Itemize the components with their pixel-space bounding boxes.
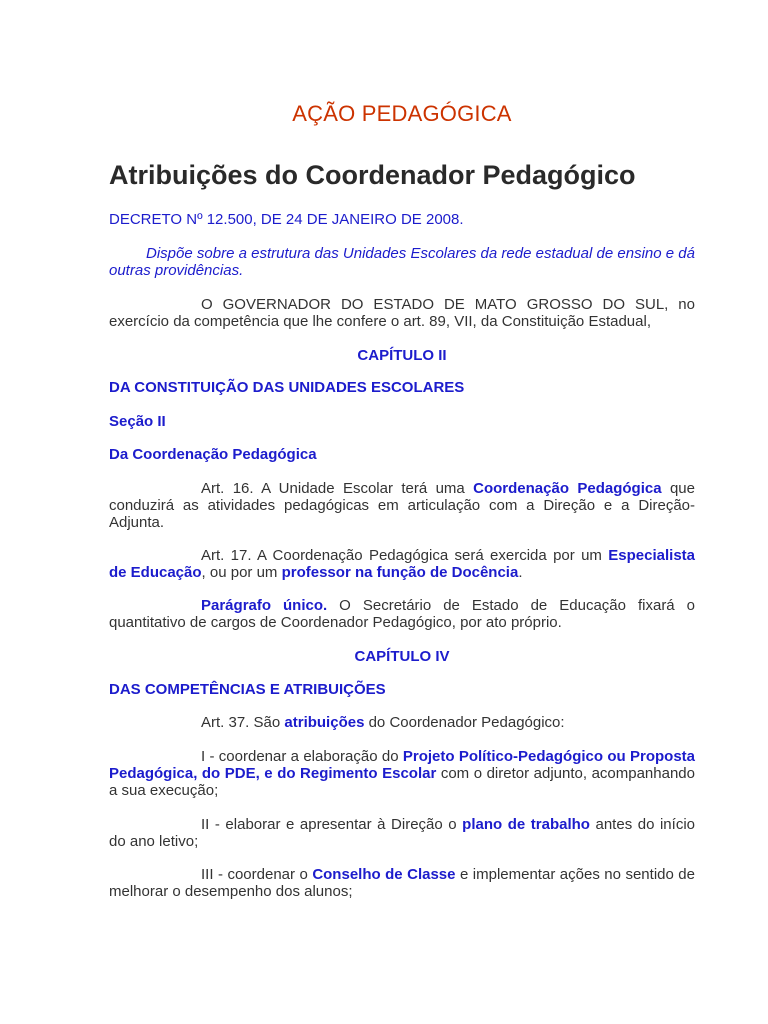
article-17-paragraph bbox=[109, 547, 695, 581]
section-ii-title: Da Coordenação Pedagógica bbox=[109, 446, 317, 463]
article-16-paragraph bbox=[109, 480, 695, 531]
article-37-emphasis: atribuições bbox=[284, 714, 365, 731]
paragrafo-unico-label: Parágrafo único. bbox=[201, 597, 328, 614]
article-16-text-c: que conduzirá as atividades pedagógicas em articulação com a Direção e a Direção-Adjunta. bbox=[109, 480, 695, 531]
paragrafo-unico-text: O Secretário de Estado de Educação fixará o quantitativo de cargos de Coordenador Pedagógico, por ato próprio. bbox=[109, 597, 695, 631]
item-i-emphasis: Projeto Político-Pedagógico ou Proposta Pedagógica, do PDE, e do Regimento Escolar bbox=[109, 748, 695, 782]
item-ii-text-a: II - elaborar e apresentar à Direção o bbox=[201, 816, 463, 833]
article-37-paragraph bbox=[109, 714, 695, 731]
article-16-text-a: Art. 16. A Unidade Escolar terá uma bbox=[201, 480, 474, 497]
article-16-emphasis: Coordenação Pedagógica bbox=[473, 480, 662, 497]
item-iii-text-a: III - coordenar o bbox=[201, 866, 313, 883]
chapter-iv-heading: CAPÍTULO IV bbox=[354, 648, 450, 665]
article-17-emphasis-teacher: professor na função de Docência bbox=[281, 564, 519, 581]
article-37-text-a: Art. 37. São bbox=[201, 714, 285, 731]
item-ii-text-c: antes do início do ano letivo; bbox=[109, 816, 695, 850]
chapter-ii-title: DA CONSTITUIÇÃO DAS UNIDADES ESCOLARES bbox=[109, 379, 465, 396]
article-17-text-a: Art. 17. A Coordenação Pedagógica será exercida por um bbox=[201, 547, 609, 564]
article-17-emphasis-specialist: Especialista de Educação bbox=[109, 547, 695, 581]
item-iii-text-c: e implementar ações no sentido de melhorar o desempenho dos alunos; bbox=[109, 866, 695, 900]
section-ii-heading: Seção II bbox=[109, 413, 166, 430]
chapter-iv-title: DAS COMPETÊNCIAS E ATRIBUIÇÕES bbox=[109, 681, 386, 698]
item-i-paragraph bbox=[109, 748, 695, 799]
item-i-text-c: com o diretor adjunto, acompanhando a sua execução; bbox=[109, 765, 695, 799]
item-iii-paragraph bbox=[109, 866, 695, 900]
article-17-text-c: , ou por um bbox=[201, 564, 282, 581]
decree-summary: Dispõe sobre a estrutura das Unidades Escolares da rede estadual de ensino e dá outras providências. bbox=[109, 245, 695, 279]
article-37-text-c: do Coordenador Pedagógico: bbox=[364, 714, 565, 731]
item-iii-emphasis: Conselho de Classe bbox=[312, 866, 456, 883]
decree-line: DECRETO Nº 12.500, DE 24 DE JANEIRO DE 2008. bbox=[109, 211, 464, 228]
document-title: Atribuições do Coordenador Pedagógico bbox=[109, 160, 636, 190]
page-header-title: AÇÃO PEDAGÓGICA bbox=[292, 101, 512, 126]
preamble-paragraph: O GOVERNADOR DO ESTADO DE MATO GROSSO DO SUL, no exercício da competência que lhe confere o art. 89, VII, da Constituição Estadual, bbox=[109, 296, 695, 330]
article-17-text-e: . bbox=[518, 564, 523, 581]
chapter-ii-heading: CAPÍTULO II bbox=[357, 347, 447, 364]
item-i-text-a: I - coordenar a elaboração do bbox=[201, 748, 403, 765]
item-ii-emphasis: plano de trabalho bbox=[462, 816, 590, 833]
paragrafo-unico-paragraph bbox=[109, 597, 695, 631]
item-ii-paragraph bbox=[109, 816, 695, 850]
